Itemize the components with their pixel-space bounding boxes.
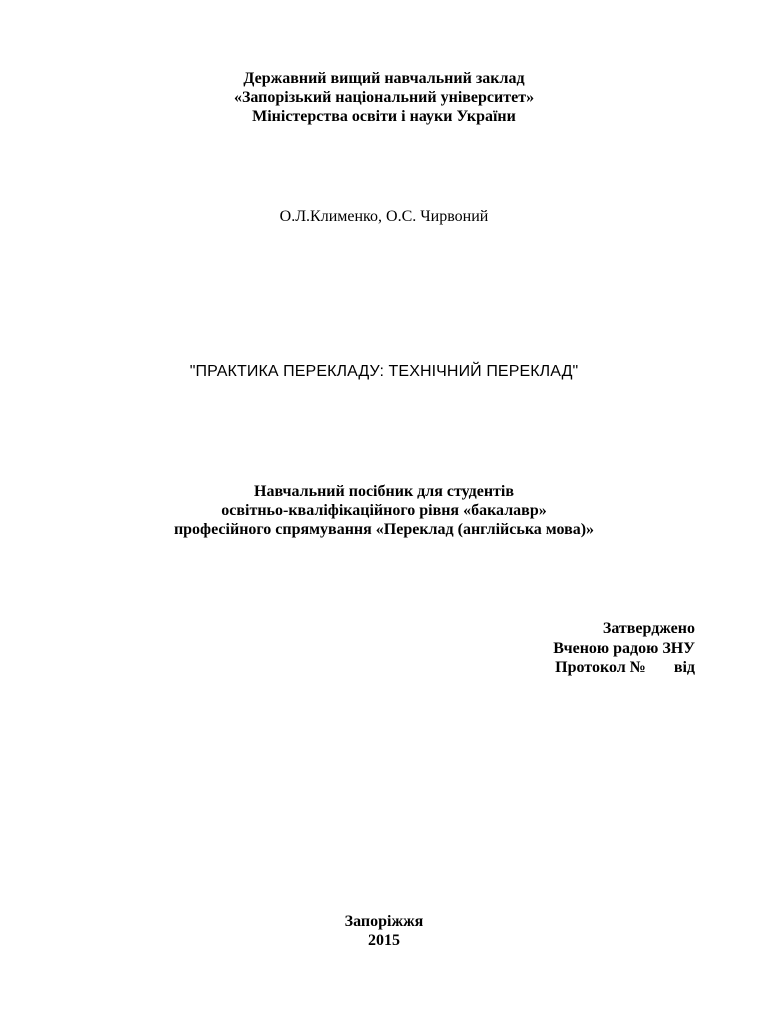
institution-header	[0, 69, 768, 126]
date-label: від	[673, 659, 695, 676]
purpose-line-2: освітньо-кваліфікаційного рівня «бакалавр»	[221, 502, 547, 519]
place-and-year	[0, 912, 768, 950]
approval-block	[553, 619, 695, 678]
purpose-description	[0, 482, 768, 539]
city: Запоріжжя	[344, 913, 424, 930]
authors	[0, 207, 768, 226]
institution-line-3: Міністерства освіти і науки України	[252, 108, 516, 125]
document-title-text: "ПРАКТИКА ПЕРЕКЛАДУ: ТЕХНІЧНИЙ ПЕРЕКЛАД"	[189, 363, 579, 380]
document-title	[0, 362, 768, 381]
institution-line-2: «Запорізький національний університет»	[233, 89, 535, 106]
council-label: Вченою радою ЗНУ	[553, 639, 695, 657]
protocol-label: Протокол №	[555, 659, 646, 676]
protocol-row	[553, 658, 695, 678]
purpose-line-3: професійного спрямування «Переклад (англійська мова)»	[173, 521, 595, 538]
year: 2015	[368, 932, 400, 949]
institution-line-1: Державний вищий навчальний заклад	[243, 70, 525, 87]
approved-label: Затверджено	[602, 620, 695, 637]
purpose-line-1: Навчальний посібник для студентів	[254, 483, 514, 500]
authors-line: О.Л.Клименко, О.С. Чирвоний	[279, 208, 489, 225]
